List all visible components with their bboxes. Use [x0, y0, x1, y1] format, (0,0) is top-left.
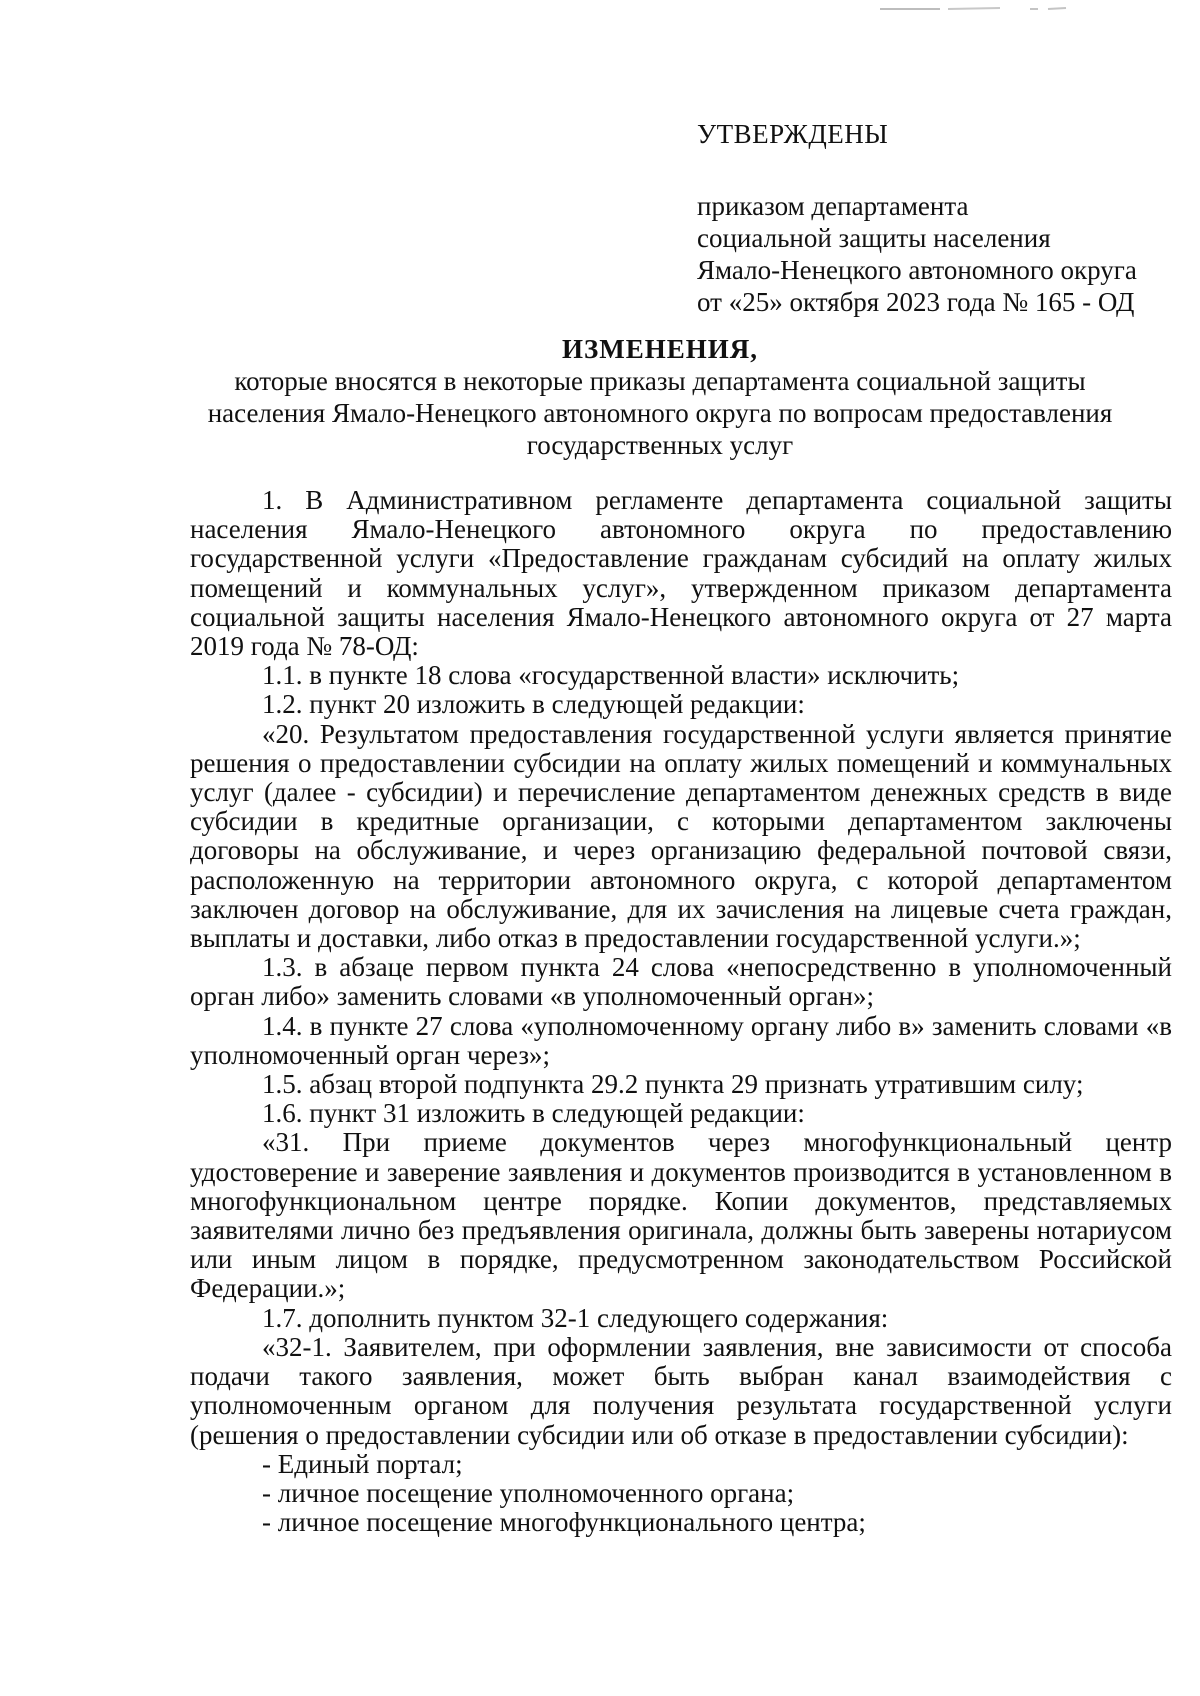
approval-line: социальной защиты населения [697, 223, 1051, 253]
approval-line: Ямало-Ненецкого автономного округа [697, 255, 1137, 285]
paragraph: 1.5. абзац второй подпункта 29.2 пункта 29 признать утратившим силу; [262, 1069, 1084, 1100]
list-item: - личное посещение уполномоченного органа; [262, 1477, 795, 1508]
scan-artifact [880, 6, 1070, 12]
paragraph: 1.3. в абзаце первом пункта 24 слова «непосредственно в уполномоченный орган либо» заменить словами «в уполномоченный орган»; [190, 952, 1172, 1012]
paragraph: 1.4. в пункте 27 слова «уполномоченному органу либо в» заменить словами «в уполномоченный орган через»; [190, 1010, 1172, 1070]
paragraph: «32-1. Заявителем, при оформлении заявления, вне зависимости от способа подачи такого заявления, может быть выбран канал взаимодействия с уполномоченным органом для получения результата государственной услуги (решения о предоставлении субсидии или об отказе в предоставлении субсидии): [190, 1331, 1172, 1450]
document-heading [180, 333, 1140, 461]
paragraph: «20. Результатом предоставления государственной услуги является принятие решения о предоставлении субсидии на оплату жилых помещений и коммунальных услуг (далее - субсидии) и перечисление департаментом денежных средств в виде субсидии в кредитные организации, с которыми департаментом заключены договоры на обслуживание, и через организацию федеральной почтовой связи, расположенную на территории автономного округа, с которой департаментом заключен договор на обслуживание, для их зачисления на лицевые счета граждан, выплаты и доставки, либо отказ в предоставлении государственной услуги.»; [190, 718, 1172, 954]
paragraph: 1. В Административном регламенте департамента социальной защиты населения Ямало-Ненецкого автономного округа по предоставлению государственной услуги «Предоставление гражданам субсидий на оплату жилых помещений и коммунальных услуг», утвержденном приказом департамента социальной защиты населения Ямало-Ненецкого автономного округа от 27 марта 2019 года № 78-ОД: [190, 485, 1172, 662]
heading-subtitle-line: которые вносятся в некоторые приказы департамента социальной защиты [234, 366, 1086, 396]
paragraph: 1.2. пункт 20 изложить в следующей редакции: [262, 689, 805, 720]
heading-subtitle-line: государственных услуг [526, 430, 794, 460]
approval-block [697, 118, 1177, 318]
list-item: - личное посещение многофункционального центра; [262, 1507, 866, 1538]
paragraph: «31. При приеме документов через многофункциональный центр удостоверение и заверение заявления и документов производится в установленном в многофункциональном центре порядке. Копии документов, представляемых заявителями лично без предъявления оригинала, должны быть заверены нотариусом или иным лицом в порядке, предусмотренном законодательством Российской Федерации.»; [190, 1127, 1172, 1304]
approval-line: приказом департамента [697, 191, 969, 221]
approval-line: от «25» октября 2023 года № 165 - ОД [697, 287, 1135, 317]
approval-title: УТВЕРЖДЕНЫ [697, 119, 889, 149]
heading-subtitle-line: населения Ямало-Ненецкого автономного округа по вопросам предоставления [207, 398, 1113, 428]
list-item: - Единый портал; [262, 1448, 463, 1479]
paragraph: 1.7. дополнить пунктом 32-1 следующего содержания: [262, 1302, 889, 1333]
document-body [190, 486, 1172, 1537]
document-title: ИЗМЕНЕНИЯ, [561, 334, 758, 364]
paragraph: 1.6. пункт 31 изложить в следующей редакции: [262, 1098, 805, 1129]
paragraph: 1.1. в пункте 18 слова «государственной власти» исключить; [262, 660, 960, 691]
